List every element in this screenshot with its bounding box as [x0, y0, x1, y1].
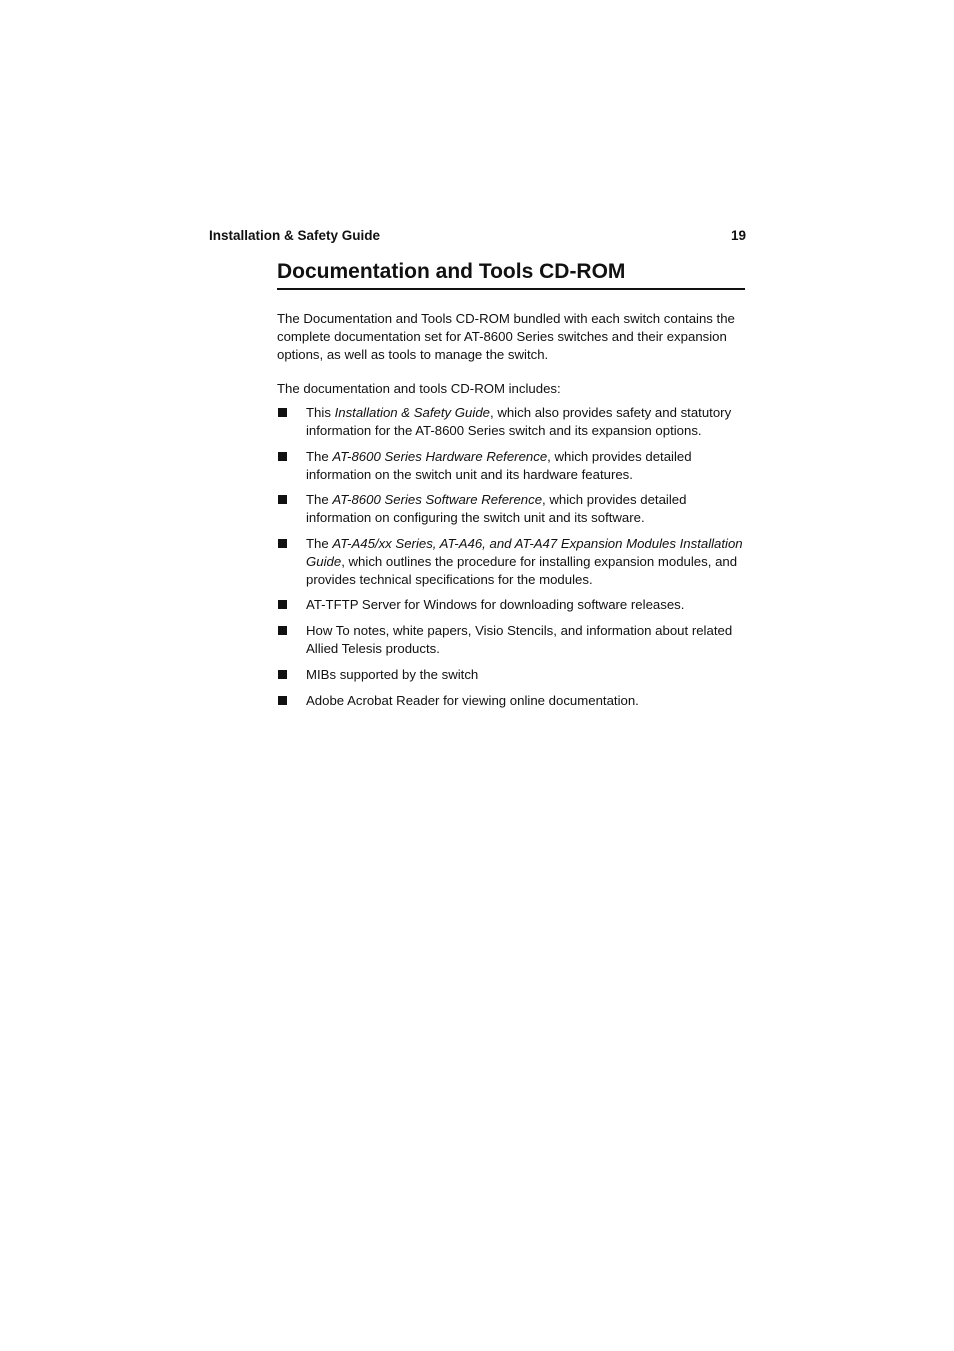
item-prefix: The: [306, 448, 333, 464]
square-bullet-icon: [278, 408, 287, 417]
square-bullet-icon: [278, 539, 287, 548]
list-item: [277, 491, 745, 527]
guide-title: Installation & Safety Guide: [209, 228, 381, 243]
list-item: [277, 596, 745, 614]
item-prefix: The: [306, 492, 333, 508]
square-bullet-icon: [278, 452, 287, 461]
documentation-section: [277, 258, 745, 717]
list-item: [277, 448, 745, 484]
item-text: , which provides detailed information on the switch unit and its hardware features.: [306, 448, 692, 482]
item-text: , which also provides safety and statutory information for the AT-8600 Series switch and its expansion options.: [306, 405, 732, 438]
square-bullet-icon: [278, 696, 287, 705]
item-text: , which outlines the procedure for installing expansion modules, and provides technical specifications for the modules.: [306, 553, 738, 587]
item-title: AT-A45/xx Series, AT-A46, and AT-A47 Expansion Modules Installation Guide: [306, 535, 743, 569]
item-text: MIBs supported by the switch: [306, 666, 479, 682]
lead-paragraph: The documentation and tools CD-ROM includes:: [277, 381, 561, 397]
item-text: AT-TFTP Server for Windows for downloading software releases.: [306, 597, 685, 613]
item-prefix: This: [306, 405, 335, 421]
list-item: [277, 535, 745, 588]
list-item: [277, 666, 745, 684]
intro-paragraph: The Documentation and Tools CD-ROM bundled with each switch contains the complete documentation set for AT-8600 Series switches and their expansion options, as well as tools to manage the switch.: [277, 311, 735, 362]
list-item: [277, 692, 745, 710]
square-bullet-icon: [278, 670, 287, 679]
item-title: Installation & Safety Guide: [334, 405, 490, 421]
item-title: AT-8600 Series Hardware Reference: [332, 448, 548, 464]
item-text: How To notes, white papers, Visio Stencils, and information about related Allied Telesis products.: [306, 623, 733, 656]
section-title: Documentation and Tools CD-ROM: [277, 258, 745, 290]
square-bullet-icon: [278, 495, 287, 504]
square-bullet-icon: [278, 600, 287, 609]
page-number: 19: [730, 228, 746, 243]
item-title: AT-8600 Series Software Reference: [332, 492, 543, 508]
contents-list: [277, 404, 745, 709]
running-header: [209, 228, 746, 246]
item-text: , which provides detailed information on configuring the switch unit and its software.: [306, 492, 687, 526]
list-item: [277, 622, 745, 658]
item-text: Adobe Acrobat Reader for viewing online documentation.: [306, 692, 639, 708]
item-prefix: The: [306, 535, 333, 551]
list-item: [277, 404, 745, 440]
square-bullet-icon: [278, 626, 287, 635]
